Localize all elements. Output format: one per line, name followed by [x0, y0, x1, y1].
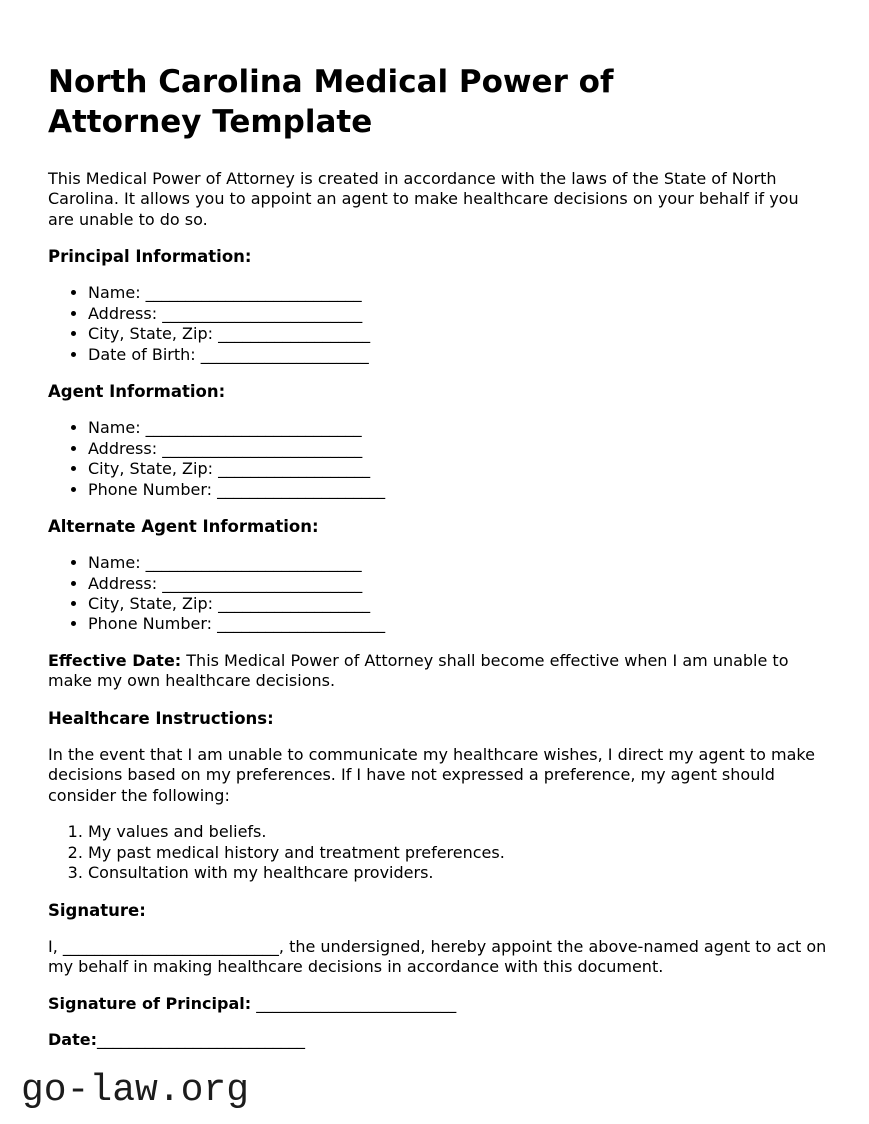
- signature-of-principal-label: Signature of Principal:: [48, 993, 252, 1013]
- field-blank-line: ___________________: [213, 459, 371, 479]
- field-label: Date of Birth:: [88, 344, 196, 364]
- field-row-agent-city-state-zip: [88, 459, 829, 479]
- field-label: City, State, Zip:: [88, 459, 214, 479]
- date-row: [48, 1030, 829, 1050]
- field-label: City, State, Zip:: [88, 324, 214, 344]
- agent-info-list: [48, 418, 829, 500]
- field-blank-line: _________________________: [157, 438, 363, 458]
- principal-info-heading: Principal Information:: [48, 247, 252, 266]
- field-label: Name:: [88, 418, 141, 438]
- field-row-alt-agent-address: [88, 574, 829, 594]
- signature-lead-text: I,: [48, 936, 63, 956]
- healthcare-instructions-heading: Healthcare Instructions:: [48, 708, 274, 728]
- consideration-item-consultation: 3. Consultation with my healthcare providers.: [88, 863, 829, 883]
- signature-heading: Signature:: [48, 900, 146, 920]
- effective-date-text: This Medical Power of Attorney shall become effective when I am unable to make my own healthcare decisions.: [48, 650, 789, 691]
- alternate-agent-info-heading: Alternate Agent Information:: [48, 516, 319, 536]
- field-label: Name:: [88, 283, 141, 303]
- document-title: North Carolina Medical Power of Attorney Template: [48, 64, 614, 141]
- field-blank-line: ___________________: [213, 324, 371, 344]
- field-blank-line: _________________________: [157, 303, 363, 323]
- field-label: Address:: [88, 438, 158, 458]
- signature-of-principal-row: [48, 994, 829, 1014]
- field-row-agent-name: [88, 418, 829, 438]
- alternate-agent-info-list: [48, 553, 829, 635]
- field-row-principal-date-of-birth: [88, 345, 829, 365]
- field-row-alt-agent-city-state-zip: [88, 594, 829, 614]
- field-label: Phone Number:: [88, 479, 213, 499]
- field-blank-line: ___________________________: [140, 418, 362, 438]
- principal-info-list: [48, 283, 829, 365]
- date-blank-line: __________________________: [96, 1030, 305, 1050]
- field-row-agent-phone-number: [88, 480, 829, 500]
- healthcare-considerations-list: [48, 822, 829, 883]
- field-blank-line: ___________________________: [140, 553, 362, 573]
- effective-date-label: Effective Date:: [48, 650, 182, 670]
- field-blank-line: _________________________: [157, 573, 363, 593]
- healthcare-instructions-paragraph: In the event that I am unable to communicate my healthcare wishes, I direct my agent to make decisions based on my preferences. If I have not expressed a preference, my agent should consider the following:: [48, 745, 815, 805]
- field-row-principal-name: [88, 283, 829, 303]
- signature-name-blank-line: ___________________________: [62, 936, 279, 956]
- field-row-alt-agent-phone-number: [88, 614, 829, 634]
- field-label: Address:: [88, 303, 158, 323]
- field-blank-line: _____________________: [212, 614, 386, 634]
- field-blank-line: _____________________: [212, 479, 386, 499]
- effective-date-paragraph: [48, 651, 829, 692]
- signature-tail-text: , the undersigned, hereby appoint the above-named agent to act on my behalf in making healthcare decisions in accordance with this document.: [48, 936, 827, 977]
- field-label: Name:: [88, 553, 141, 573]
- field-label: Phone Number:: [88, 614, 213, 634]
- agent-info-heading: Agent Information:: [48, 381, 226, 401]
- field-row-principal-city-state-zip: [88, 324, 829, 344]
- signature-declaration-paragraph: [48, 937, 829, 978]
- field-row-agent-address: [88, 439, 829, 459]
- go-law-watermark: go-law.org: [21, 1069, 250, 1112]
- consideration-item-values: 1. My values and beliefs.: [88, 822, 829, 842]
- field-blank-line: ___________________________: [140, 283, 362, 303]
- field-blank-line: ___________________: [213, 594, 371, 614]
- date-label: Date:: [48, 1030, 97, 1050]
- field-label: Address:: [88, 573, 158, 593]
- field-row-alt-agent-name: [88, 553, 829, 573]
- consideration-item-history: 2. My past medical history and treatment preferences.: [88, 843, 829, 863]
- field-label: City, State, Zip:: [88, 594, 214, 614]
- intro-paragraph: This Medical Power of Attorney is created in accordance with the laws of the State of North Carolina. It allows you to appoint an agent to make healthcare decisions on your behalf if you are unable to do so.: [48, 168, 799, 229]
- field-blank-line: _____________________: [195, 344, 369, 364]
- signature-of-principal-blank-line: _________________________: [251, 993, 457, 1013]
- field-row-principal-address: [88, 304, 829, 324]
